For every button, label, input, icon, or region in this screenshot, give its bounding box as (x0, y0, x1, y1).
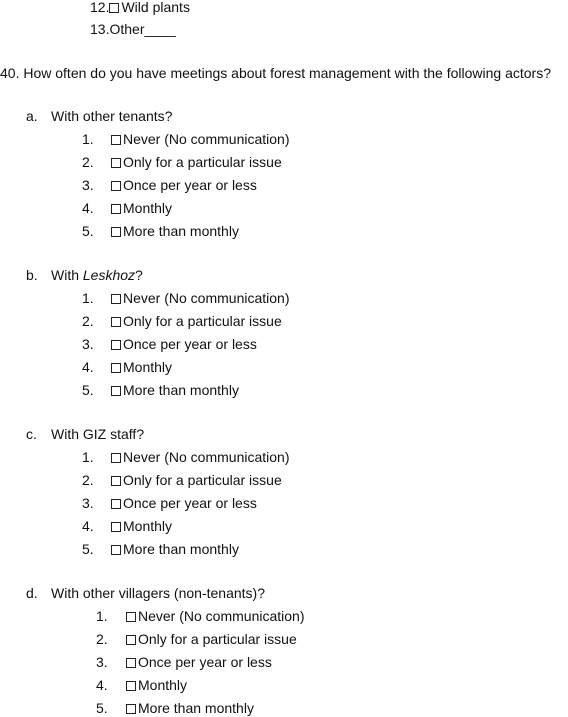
checkbox-icon[interactable] (111, 522, 121, 532)
checkbox-icon[interactable] (111, 158, 121, 168)
option-label: More than monthly (123, 382, 239, 398)
answer-option[interactable] (96, 630, 297, 648)
option-number: 3. (82, 495, 94, 511)
checkbox-icon[interactable] (111, 386, 121, 396)
checkbox-icon[interactable] (111, 363, 121, 373)
sub-question-a (26, 107, 172, 125)
option-label: Once per year or less (123, 177, 257, 193)
question-text: How often do you have meetings about forest management with the following actors? (23, 65, 551, 81)
prev-item-number: 12. (90, 0, 110, 15)
option-label: Only for a particular issue (123, 472, 282, 488)
option-number: 5. (82, 223, 94, 239)
option-number: 3. (82, 336, 94, 352)
answer-option[interactable] (82, 199, 172, 217)
checkbox-icon[interactable] (126, 612, 136, 622)
checkbox-icon[interactable] (111, 476, 121, 486)
option-label: More than monthly (123, 223, 239, 239)
checkbox-icon[interactable] (111, 227, 121, 237)
prev-item-label: Wild plants (121, 0, 190, 15)
sub-question-letter: d. (26, 585, 38, 601)
answer-option[interactable] (82, 130, 290, 148)
checkbox-icon[interactable] (111, 499, 121, 509)
answer-option[interactable] (82, 494, 257, 512)
question-40 (0, 64, 551, 82)
option-number: 4. (82, 518, 94, 534)
option-number: 1. (82, 131, 94, 147)
checkbox-icon[interactable] (111, 317, 121, 327)
answer-option[interactable] (82, 448, 290, 466)
answer-option[interactable] (82, 176, 257, 194)
prev-item-12 (90, 0, 190, 16)
sub-question-c (26, 425, 144, 443)
answer-option[interactable] (96, 699, 254, 717)
option-number: 4. (82, 359, 94, 375)
answer-option[interactable] (82, 335, 257, 353)
checkbox-icon[interactable] (111, 294, 121, 304)
prev-item-13 (90, 20, 176, 38)
sub-question-d (26, 584, 265, 602)
sub-question-title-italic: Leskhoz (82, 267, 136, 283)
answer-option[interactable] (82, 358, 172, 376)
checkbox-icon[interactable] (111, 545, 121, 555)
sub-question-title: With (51, 267, 83, 283)
sub-question-b (26, 266, 143, 284)
option-number: 1. (82, 449, 94, 465)
option-label: Never (No communication) (123, 131, 290, 147)
question-number: 40. (0, 65, 20, 81)
checkbox-icon[interactable] (111, 453, 121, 463)
checkbox-icon[interactable] (126, 635, 136, 645)
answer-option[interactable] (82, 153, 282, 171)
option-number: 2. (82, 154, 94, 170)
checkbox-icon[interactable] (111, 135, 121, 145)
option-number: 5. (96, 700, 108, 716)
prev-item-label: Other____ (109, 21, 176, 37)
answer-option[interactable] (82, 222, 239, 240)
option-label: Once per year or less (123, 495, 257, 511)
option-label: Only for a particular issue (123, 154, 282, 170)
answer-option[interactable] (96, 676, 187, 694)
answer-option[interactable] (82, 517, 172, 535)
option-number: 5. (82, 382, 94, 398)
option-number: 1. (96, 608, 108, 624)
option-number: 4. (96, 677, 108, 693)
option-label: Monthly (123, 200, 173, 216)
answer-option[interactable] (82, 312, 282, 330)
answer-option[interactable] (82, 289, 290, 307)
sub-question-title: With GIZ staff? (51, 426, 145, 442)
option-label: Monthly (123, 518, 173, 534)
option-label: Never (No communication) (123, 290, 290, 306)
option-label: More than monthly (123, 541, 239, 557)
sub-question-title: With other tenants? (51, 108, 173, 124)
option-number: 1. (82, 290, 94, 306)
sub-question-title-suffix: ? (135, 267, 143, 283)
option-label: Only for a particular issue (123, 313, 282, 329)
sub-question-letter: c. (26, 426, 37, 442)
option-number: 4. (82, 200, 94, 216)
checkbox-icon[interactable] (111, 181, 121, 191)
checkbox-icon[interactable] (109, 3, 119, 13)
checkbox-icon[interactable] (126, 704, 136, 714)
checkbox-icon[interactable] (126, 681, 136, 691)
option-number: 2. (82, 472, 94, 488)
option-number: 2. (96, 631, 108, 647)
sub-question-letter: a. (26, 108, 38, 124)
option-label: Once per year or less (138, 654, 272, 670)
sub-question-title: With other villagers (non-tenants)? (51, 585, 265, 601)
prev-item-number: 13. (90, 21, 110, 37)
option-label: Monthly (123, 359, 173, 375)
answer-option[interactable] (82, 381, 239, 399)
option-label: Only for a particular issue (138, 631, 297, 647)
option-number: 5. (82, 541, 94, 557)
option-number: 3. (96, 654, 108, 670)
answer-option[interactable] (96, 607, 305, 625)
option-label: More than monthly (138, 700, 254, 716)
answer-option[interactable] (96, 653, 272, 671)
option-number: 2. (82, 313, 94, 329)
sub-question-letter: b. (26, 267, 38, 283)
option-label: Never (No communication) (138, 608, 305, 624)
checkbox-icon[interactable] (126, 658, 136, 668)
option-label: Once per year or less (123, 336, 257, 352)
answer-option[interactable] (82, 471, 282, 489)
checkbox-icon[interactable] (111, 204, 121, 214)
checkbox-icon[interactable] (111, 340, 121, 350)
option-label: Never (No communication) (123, 449, 290, 465)
answer-option[interactable] (82, 540, 239, 558)
option-label: Monthly (138, 677, 188, 693)
option-number: 3. (82, 177, 94, 193)
